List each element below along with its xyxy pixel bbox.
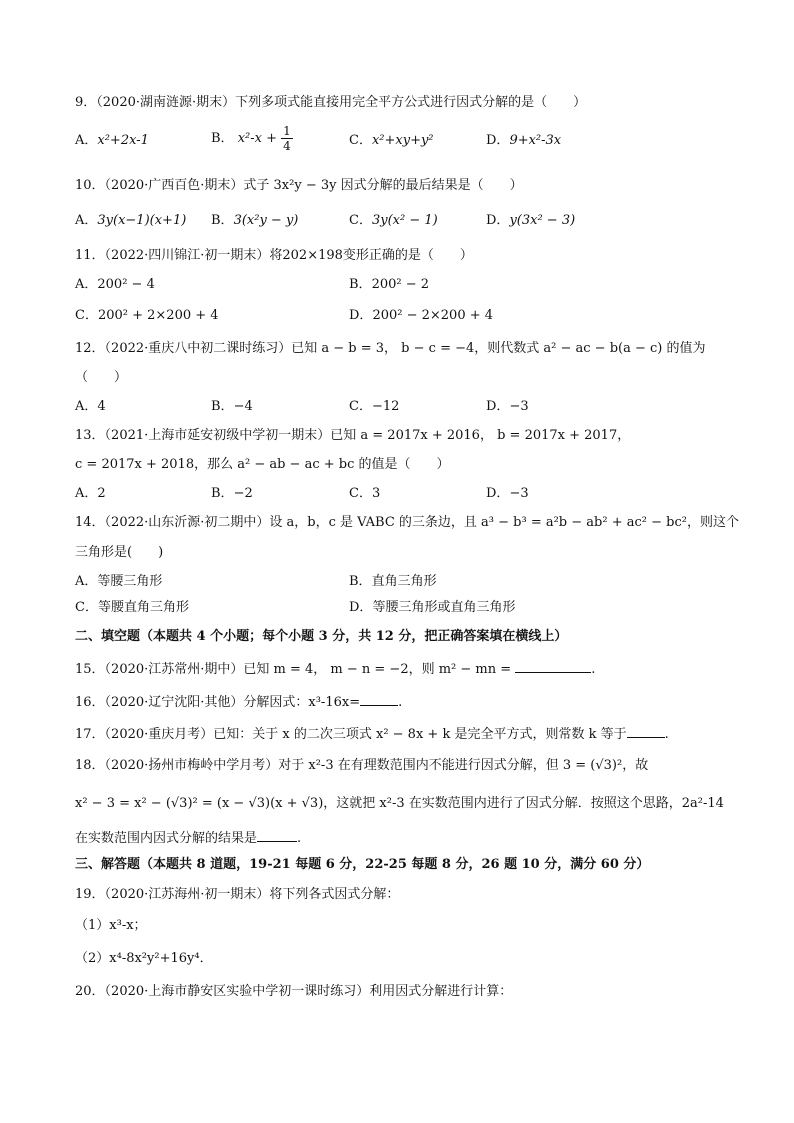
option-expr: 200² − 2 (371, 277, 430, 292)
option-expr: −3 (509, 399, 529, 414)
question-17-stem: 17．（2020·重庆月考）已知：关于 x 的二次三项式 x² − 8x + k 是完全平方式，则常数 k 等于 (75, 727, 627, 742)
option-label: A． (75, 277, 98, 292)
question-18-line-2: x² − 3 = x² − (√3)² = (x − √3)(x + √3)，这就把 x²-3 在实数范围内进行了因式分解．按照这个思路，2a²-14 (75, 796, 724, 811)
q14-option-a[interactable] (75, 572, 162, 592)
option-expr: x²+xy+y² (371, 133, 434, 148)
q11-option-b[interactable] (349, 275, 429, 295)
option-label: D． (486, 399, 510, 414)
q9-option-d[interactable] (486, 131, 561, 151)
option-label: B． (349, 574, 372, 589)
option-label: D． (349, 600, 373, 615)
question-19-stem: 19．（2020·江苏海州·初一期末）将下列各式因式分解： (75, 887, 400, 902)
q12-option-d[interactable] (486, 397, 529, 417)
question-9-stem: 9．（2020·湖南涟源·期末）下列多项式能直接用完全平方公式进行因式分解的是（ ） (75, 95, 587, 110)
q11-option-d[interactable] (349, 306, 493, 326)
section-2-heading: 二、填空题（本题共 4 个小题；每个小题 3 分，共 12 分，把正确答案填在横线上） (75, 629, 568, 644)
question-15-stem: 15．（2020·江苏常州·期中）已知 m = 4， m − n = −2，则 m² − mn = (75, 662, 512, 677)
option-expr: y(3x² − 3) (509, 213, 576, 228)
q10-option-d[interactable] (486, 211, 575, 231)
question-19-part-2: （2）x⁴-8x²y²+16y⁴． (75, 951, 213, 966)
option-label: A． (75, 213, 98, 228)
fraction (281, 124, 293, 153)
question-18-text: 在实数范围内因式分解的结果是 (75, 831, 258, 846)
q9-option-a[interactable] (75, 131, 149, 151)
option-label: B． (211, 213, 234, 228)
q14-option-c[interactable] (75, 598, 189, 618)
q10-option-c[interactable] (349, 211, 438, 231)
option-label: A． (75, 399, 98, 414)
option-expr: −12 (371, 399, 400, 414)
answer-blank[interactable] (360, 691, 398, 706)
question-16-stem: 16．（2020·辽宁沈阳·其他）分解因式：x³-16x= (75, 695, 361, 710)
option-expr: 9+x²-3x (509, 133, 562, 148)
answer-blank[interactable] (257, 827, 297, 842)
option-label: C． (349, 399, 372, 414)
question-19-part-1: （1）x³-x； (75, 918, 147, 933)
question-13-stem-cont: c = 2017x + 2018，那么 a² − ab − ac + bc 的值是（ ） (75, 457, 450, 472)
option-expr: 等腰三角形 (97, 574, 163, 589)
question-20-stem: 20．（2020·上海市静安区实验中学初一课时练习）利用因式分解进行计算： (75, 984, 513, 999)
q12-option-b[interactable] (211, 397, 253, 417)
option-expr: 3y(x² − 1) (371, 213, 438, 228)
question-14-stem-cont: 三角形是( ) (75, 545, 164, 560)
option-label: C． (349, 213, 372, 228)
q14-option-d[interactable] (349, 598, 515, 618)
option-expr: x²-x + (237, 131, 277, 146)
option-label: D． (486, 486, 510, 501)
q12-option-c[interactable] (349, 397, 399, 417)
question-18-line-1: 18．（2020·扬州市梅岭中学月考）对于 x²-3 在有理数范围内不能进行因式分解，但 3 = (√3)²，故 (75, 758, 649, 773)
option-label: D． (486, 213, 510, 228)
q13-option-d[interactable] (486, 484, 529, 504)
q12-option-a[interactable] (75, 397, 106, 417)
option-expr: 3(x²y − y) (233, 213, 299, 228)
option-expr: −4 (233, 399, 253, 414)
period: . (591, 662, 596, 677)
question-12-stem: 12．（2022·重庆八中初二课时练习）已知 a − b = 3， b − c = −4，则代数式 a² − ac − b(a − c) 的值为 (75, 341, 706, 356)
question-18-line-3 (75, 827, 734, 849)
question-15 (75, 658, 734, 680)
option-expr: −2 (233, 486, 253, 501)
question-14-stem: 14．（2022·山东沂源·初二期中）设 a，b，c 是 VABC 的三条边，且 a³ − b³ = a²b − ab² + ac² − bc²，则这个 (75, 515, 739, 530)
question-10-stem: 10．（2020·广西百色·期末）式子 3x²y − 3y 因式分解的最后结果是（ ） (75, 178, 523, 193)
question-11-stem: 11．（2022·四川锦江·初一期末）将202×198变形正确的是（ ） (75, 248, 473, 263)
period: . (398, 695, 403, 710)
option-expr: x²+2x-1 (97, 133, 149, 148)
q11-option-c[interactable] (75, 306, 219, 326)
section-3-heading: 三、解答题（本题共 8 道题，19-21 每题 6 分，22-25 每题 8 分，26 题 10 分，满分 60 分） (75, 857, 650, 872)
question-12-stem-cont: （ ） (75, 370, 128, 385)
q11-option-a[interactable] (75, 275, 155, 295)
option-label: C． (349, 486, 372, 501)
option-expr: 200² + 2×200 + 4 (97, 308, 219, 323)
option-expr: 4 (97, 399, 106, 414)
option-label: B． (211, 486, 234, 501)
option-label: B． (211, 399, 234, 414)
answer-blank[interactable] (627, 723, 665, 738)
option-expr: 等腰直角三角形 (97, 600, 189, 615)
q13-option-a[interactable] (75, 484, 106, 504)
fraction-denominator: 4 (283, 139, 291, 153)
answer-blank[interactable] (515, 658, 591, 673)
option-expr: 等腰三角形或直角三角形 (372, 600, 516, 615)
fraction-numerator: 1 (283, 124, 291, 138)
q14-option-b[interactable] (349, 572, 437, 592)
option-label: D． (486, 133, 510, 148)
period: . (297, 831, 302, 846)
option-expr: 200² − 2×200 + 4 (372, 308, 494, 323)
q9-option-b[interactable] (211, 124, 293, 153)
q9-option-c[interactable] (349, 131, 434, 151)
option-label: A． (75, 133, 98, 148)
question-13-stem: 13．（2021·上海市延安初级中学初一期末）已知 a = 2017x + 2016， b = 2017x + 2017， (75, 428, 631, 443)
option-expr: 3y(x−1)(x+1) (97, 213, 187, 228)
option-expr: 直角三角形 (371, 574, 437, 589)
question-16 (75, 691, 734, 713)
option-expr: 3 (371, 486, 381, 501)
q10-option-b[interactable] (211, 211, 298, 231)
option-label: A． (75, 574, 98, 589)
option-label: B． (211, 131, 234, 146)
option-label: A． (75, 486, 98, 501)
option-label: B． (349, 277, 372, 292)
q10-option-a[interactable] (75, 211, 186, 231)
period: . (664, 727, 669, 742)
option-label: C． (75, 308, 98, 323)
question-17 (75, 723, 734, 745)
option-expr: 200² − 4 (97, 277, 155, 292)
q13-option-c[interactable] (349, 484, 380, 504)
option-label: C． (349, 133, 372, 148)
option-expr: 2 (97, 486, 106, 501)
option-label: D． (349, 308, 373, 323)
option-expr: −3 (509, 486, 529, 501)
q13-option-b[interactable] (211, 484, 253, 504)
option-label: C． (75, 600, 98, 615)
